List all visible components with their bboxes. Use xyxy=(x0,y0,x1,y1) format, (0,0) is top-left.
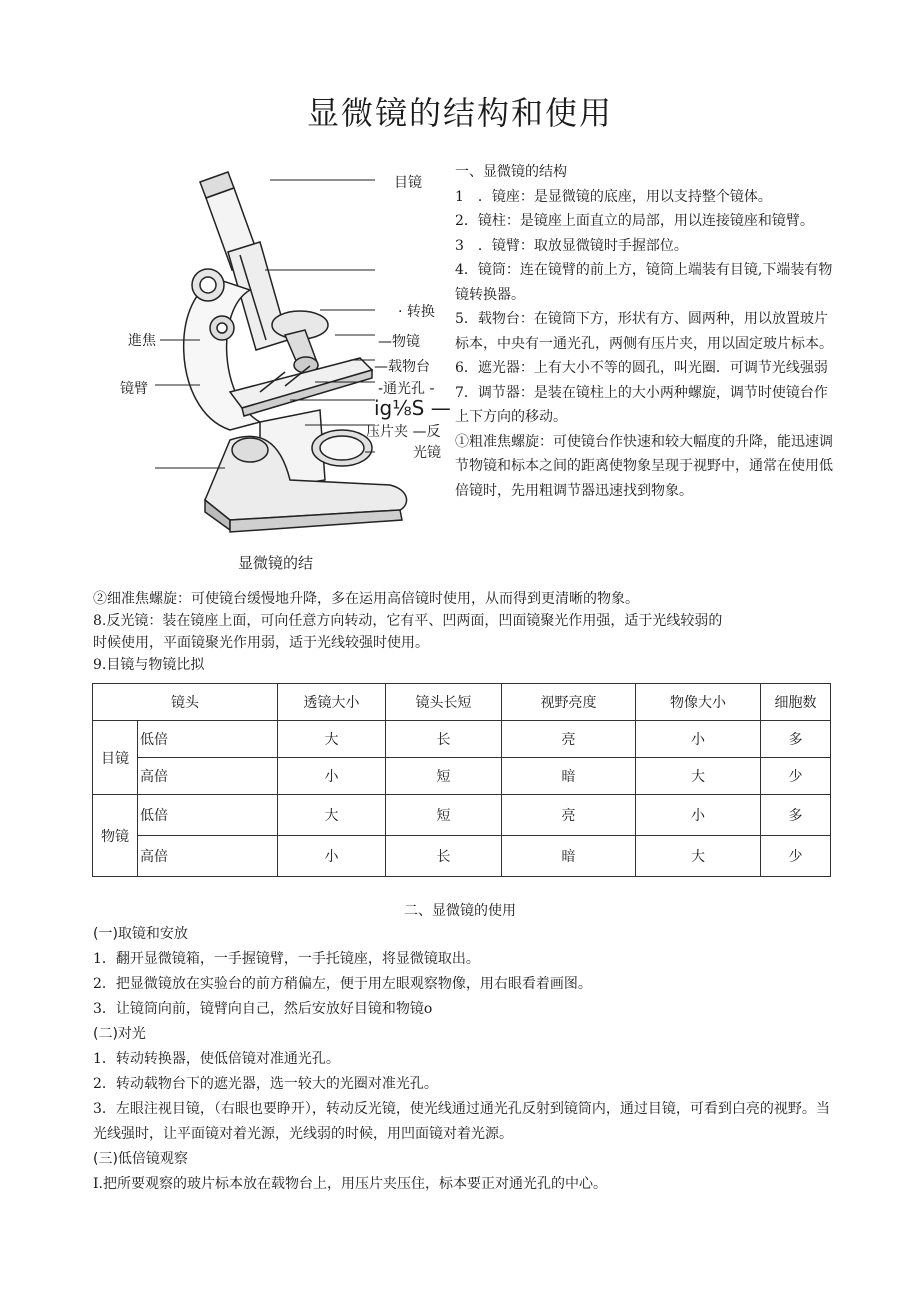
label-garbled: ig⅛S — xyxy=(374,396,451,420)
compare-heading: 9.目镜与物镜比拟 xyxy=(93,657,205,673)
level-label: 低倍 xyxy=(138,795,278,836)
table-cell: 短 xyxy=(386,795,502,836)
table-cell: 暗 xyxy=(502,836,636,877)
table-cell: 亮 xyxy=(502,721,636,758)
section-heading: 二、显微镜的使用 xyxy=(404,903,516,919)
table-cell: 少 xyxy=(761,758,831,795)
figure-caption: 显微镜的结 xyxy=(238,554,314,572)
fine-focus: ②细准焦螺旋：可使镜台缓慢地升降，多在运用高倍镜时使用，从而得到更清晰的物象。 xyxy=(93,591,639,607)
table-cell: 亮 xyxy=(502,795,636,836)
list-item: 2．转动载物台下的遮光器，选一较大的光圈对准光孔。 xyxy=(93,1076,438,1092)
level-label: 高倍 xyxy=(138,836,278,877)
label-clip: 压片夹 —反 xyxy=(366,424,441,440)
page-title: 显微镜的结构和使用 xyxy=(306,94,613,132)
list-item: 1 ．镜座：是显微镜的底座，用以支持整个镜体。 xyxy=(455,188,772,205)
section-heading: 一、显微镜的结构 xyxy=(455,164,567,180)
table-row xyxy=(93,758,831,795)
list-item-emphasis: 标本要正对通光孔的中心。 xyxy=(438,1176,607,1192)
list-item: ①粗准焦螺旋：可使镜台作快速和较大幅度的升降，能迅速调节物镜和标本之间的距离使物象呈现于视野中，通常在使用低倍镜时，先用粗调节器迅速找到物象。 xyxy=(455,433,833,499)
full-width-text xyxy=(93,588,833,676)
table-cell: 大 xyxy=(636,758,761,795)
table-cell: 长 xyxy=(386,836,502,877)
list-item xyxy=(93,1172,833,1197)
table-cell: 小 xyxy=(636,721,761,758)
table-header: 视野亮度 xyxy=(502,684,636,721)
list-item: 4．镜筒：连在镜臂的前上方，镜筒上端装有目镜,下端装有物镜转换器。 xyxy=(455,262,833,303)
label-arm: 镜臂 xyxy=(120,381,148,397)
group-label: 物镜 xyxy=(93,795,138,877)
table-row xyxy=(93,795,831,836)
label-converter: · 转换 xyxy=(398,304,435,320)
table-cell: 大 xyxy=(636,836,761,877)
table-header: 透镜大小 xyxy=(278,684,386,721)
list-item: 2．镜柱：是镜座上面直立的局部，用以连接镜座和镜臂。 xyxy=(455,213,814,229)
list-item: 3 ．镜臂：取放显微镜时手握部位。 xyxy=(455,237,688,254)
sub-heading: (三)低倍镜观察 xyxy=(93,1151,188,1167)
table-cell: 短 xyxy=(386,758,502,795)
table-row xyxy=(93,836,831,877)
table-row xyxy=(93,721,831,758)
usage-section xyxy=(93,922,833,1197)
level-label: 高倍 xyxy=(138,758,278,795)
table-header-row xyxy=(93,684,831,721)
label-focus: 進焦 xyxy=(128,333,156,349)
list-item: 2．把显微镜放在实验台的前方稍偏左，便于用左眼观察物像，用右眼看着画图。 xyxy=(93,976,592,992)
list-item: 3．左眼注视目镜，（右眼也要睁开），转动反光镜，使光线通过通光孔反射到镜筒内，通过目镜，可看到白亮的视野。当光线强时，让平面镜对着光源，光线弱的时候，用凹面镜对着光源。 xyxy=(93,1101,830,1142)
table-cell: 小 xyxy=(636,795,761,836)
table-cell: 大 xyxy=(278,795,386,836)
comparison-table xyxy=(92,683,831,877)
table-header: 镜头长短 xyxy=(386,684,502,721)
label-hole: -通光孔 - xyxy=(378,381,435,397)
table-cell: 小 xyxy=(278,836,386,877)
label-mirror: 光镜 xyxy=(413,445,441,461)
table-header: 镜头 xyxy=(93,684,278,721)
level-label: 低倍 xyxy=(138,721,278,758)
sub-heading: (二)对光 xyxy=(93,1026,146,1042)
list-item: 3．让镜筒向前，镜臂向自己，然后安放好目镜和物镜o xyxy=(93,1001,433,1017)
group-label: 目镜 xyxy=(93,721,138,795)
table-cell: 小 xyxy=(278,758,386,795)
list-item-text: I.把所要观察的玻片标本放在载物台上，用压片夹压住， xyxy=(93,1176,439,1192)
table-cell: 暗 xyxy=(502,758,636,795)
label-eyepiece: 目镜 xyxy=(394,175,422,191)
list-item: 7．调节器：是装在镜柱上的大小两种螺旋，调节时使镜台作上下方向的移动。 xyxy=(455,384,828,425)
list-item: 5．载物台：在镜筒下方，形状有方、圆两种，用以放置玻片标本，中央有一通光孔，两侧有压片夹，用以固定玻片标本。 xyxy=(455,311,833,352)
table-header: 细胞数 xyxy=(761,684,831,721)
list-item: 6．遮光器：上有大小不等的圆孔，叫光圈．可调节光线强弱 xyxy=(455,360,828,376)
label-stage: —载物台 xyxy=(374,359,430,375)
sub-heading: (一)取镜和安放 xyxy=(93,926,188,942)
label-objective: —物镜 xyxy=(378,334,420,350)
table-cell: 多 xyxy=(761,721,831,758)
list-item: 1．转动转换器，使低倍镜对准通光孔。 xyxy=(93,1051,340,1067)
structure-section xyxy=(455,160,833,503)
mirror-desc-1: 8.反光镜：装在镜座上面，可向任意方向转动，它有平、凹两面，凹面镜聚光作用强，适于光线较弱的 xyxy=(93,613,723,629)
table-cell: 多 xyxy=(761,795,831,836)
table-cell: 大 xyxy=(278,721,386,758)
list-item: 1．翻开显微镜箱，一手握镜臂，一手托镜座，将显微镜取出。 xyxy=(93,951,480,967)
table-cell: 少 xyxy=(761,836,831,877)
table-header: 物像大小 xyxy=(636,684,761,721)
table-cell: 长 xyxy=(386,721,502,758)
mirror-desc-2: 时候使用，平面镜聚光作用弱，适于光线较强时使用。 xyxy=(93,635,429,651)
